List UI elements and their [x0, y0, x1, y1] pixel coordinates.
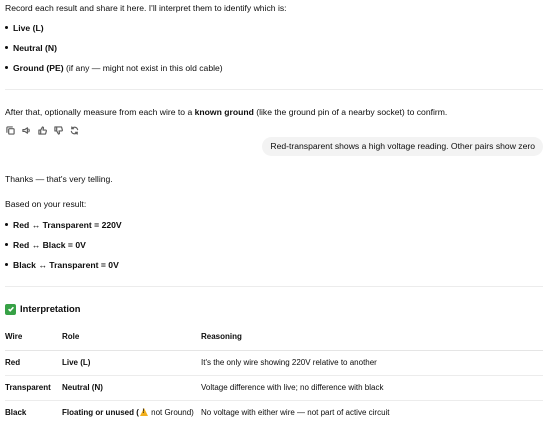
table-header-row	[5, 327, 543, 351]
list-item	[5, 63, 223, 74]
role-cell: Neutral (N)	[62, 376, 201, 401]
wire-cell: Transparent	[5, 376, 62, 401]
wire-cell: Red	[5, 351, 62, 376]
intro-text: Record each result and share it here. I'll interpret them to identify which is:	[5, 3, 287, 14]
list-item	[5, 240, 86, 251]
role-cell: Floating or unused (! not Ground)	[62, 401, 201, 425]
regenerate-icon[interactable]	[69, 125, 79, 135]
warning-icon	[140, 408, 148, 416]
list-item	[5, 43, 57, 54]
list-item	[5, 23, 44, 34]
based-on-text: Based on your result:	[5, 199, 86, 210]
column-header: Reasoning	[201, 327, 543, 351]
reasoning-cell: No voltage with either wire — not part of active circuit	[201, 401, 543, 425]
divider	[5, 286, 543, 287]
table-row	[5, 376, 543, 401]
confirm-text: After that, optionally measure from each wire to a known ground (like the ground pin of a nearby socket) to confirm.	[5, 107, 447, 118]
table-row	[5, 401, 543, 425]
wire-type-label: Ground (PE)	[13, 63, 64, 73]
list-item	[5, 220, 122, 231]
reply-text: Thanks — that's very telling.	[5, 174, 113, 185]
interpretation-heading: Interpretation	[5, 303, 80, 315]
column-header: Wire	[5, 327, 62, 351]
thumbs-down-icon[interactable]	[53, 125, 63, 135]
list-item	[5, 260, 119, 271]
read-aloud-icon[interactable]	[21, 125, 31, 135]
reasoning-cell: It's the only wire showing 220V relative to another	[201, 351, 543, 376]
wire-type-note: (if any — might not exist in this old cable)	[64, 63, 223, 73]
copy-icon[interactable]	[5, 125, 15, 135]
column-header: Role	[62, 327, 201, 351]
wire-cell: Black	[5, 401, 62, 425]
result-text: Black ↔ Transparent = 0V	[13, 260, 119, 270]
divider	[5, 89, 543, 90]
interpretation-table	[5, 327, 543, 425]
check-mark-icon	[5, 304, 16, 315]
result-text: Red ↔ Transparent = 220V	[13, 220, 122, 230]
result-text: Red ↔ Black = 0V	[13, 240, 86, 250]
wire-type-label: Live (L)	[13, 23, 44, 33]
table-row	[5, 351, 543, 376]
role-cell: Live (L)	[62, 351, 201, 376]
user-message-bubble: Red-transparent shows a high voltage reading. Other pairs show zero	[262, 137, 543, 156]
wire-type-label: Neutral (N)	[13, 43, 57, 53]
message-actions	[5, 125, 79, 135]
reasoning-cell: Voltage difference with live; no difference with black	[201, 376, 543, 401]
thumbs-up-icon[interactable]	[37, 125, 47, 135]
